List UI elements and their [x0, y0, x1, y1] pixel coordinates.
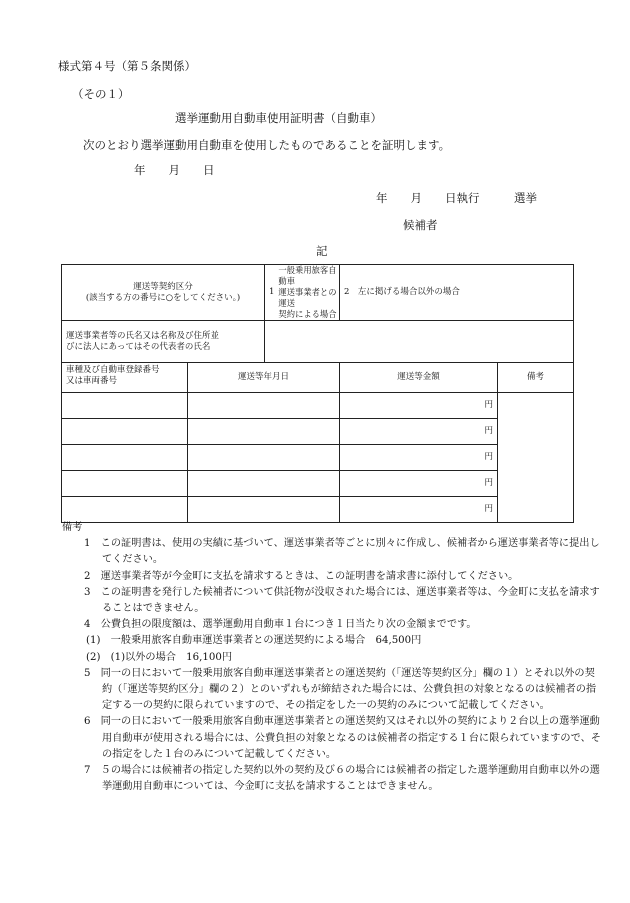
amount-cell[interactable]: 円 — [340, 497, 498, 523]
date-cell[interactable] — [188, 419, 340, 445]
col-header-date: 運送等年月日 — [188, 363, 340, 393]
contract-option-1-number: 1 — [269, 287, 275, 297]
notes-section — [62, 520, 602, 795]
note-item-3: 3 この証明書を発行した候補者について供託物が没収された場合には、運送事業者等は、今金町に支払を請求することはできません。 — [84, 586, 600, 615]
form-part: （その１） — [72, 87, 130, 101]
col-header-vehicle: 車種及び自動車登録番号 又は車両番号 — [62, 363, 188, 393]
note-item-5: 5 同一の日において一般乗用旅客自動車運送事業者との運送契約（「運送等契約区分」欄の１）とそれ以外の契約（「運送等契約区分」欄の２）とのいずれもが締結された場合には、公費負担の対象となるのは候補者の指定する一の契約に限られていますので、その指定をした一の契約のみについて記載してください。 — [84, 667, 597, 712]
contract-type-label: 運送等契約区分 (該当する方の番号に○をしてください。) — [62, 265, 265, 321]
document-title: 選挙運動用自動車使用証明書（自動車） — [175, 111, 382, 125]
table-row — [62, 419, 574, 445]
date-cell[interactable] — [188, 393, 340, 419]
date-cell[interactable] — [188, 497, 340, 523]
vehicle-cell[interactable] — [62, 393, 188, 419]
table-row — [62, 471, 574, 497]
note-item-2: 2 運送事業者等が今金町に支払を請求するときは、この証明書を請求書に添付してください。 — [84, 570, 519, 582]
remarks-cell[interactable] — [498, 393, 574, 523]
note-item-1: 1 この証明書は、使用の実績に基づいて、運送事業者等ごとに別々に作成し、候補者から運送事業者等に提出してください。 — [84, 538, 600, 566]
note-item-4: 4 公費負担の限度額は、選挙運動用自動車１台につき１日当たり次の金額までです。 — [84, 619, 477, 631]
col-header-amount: 運送等金額 — [340, 363, 498, 393]
candidate-label: 候補者 — [403, 218, 438, 232]
amount-cell[interactable]: 円 — [340, 419, 498, 445]
table-row — [62, 445, 574, 471]
contract-option-1-text: 一般乗用旅客自動車 運送事業者との運送 契約による場合 — [278, 265, 337, 319]
contract-option-2[interactable]: 2 左に掲げる場合以外の場合 — [340, 265, 574, 321]
ki-marker: 記 — [316, 244, 328, 258]
note-sub-2: (2) (1)以外の場合 16,100円 — [86, 651, 233, 663]
amount-cell[interactable]: 円 — [340, 445, 498, 471]
contract-option-1[interactable] — [265, 265, 340, 321]
vehicle-cell[interactable] — [62, 419, 188, 445]
amount-cell[interactable]: 円 — [340, 471, 498, 497]
issue-date-line: 年 月 日 — [134, 163, 215, 177]
col-header-remarks: 備考 — [498, 363, 574, 393]
table-row — [62, 497, 574, 523]
operator-name-field[interactable] — [265, 321, 574, 363]
amount-cell[interactable]: 円 — [340, 393, 498, 419]
vehicle-cell[interactable] — [62, 471, 188, 497]
election-date-line: 年 月 日執行 選挙 — [376, 191, 537, 205]
date-cell[interactable] — [188, 445, 340, 471]
form-number: 様式第４号（第５条関係） — [58, 59, 196, 73]
certificate-table — [61, 264, 574, 523]
notes-heading: 備考 — [62, 522, 83, 533]
date-cell[interactable] — [188, 471, 340, 497]
note-sub-1: (1) 一般乗用旅客自動車運送事業者との運送契約による場合 64,500円 — [86, 635, 422, 647]
note-item-7: 7 ５の場合には候補者の指定した契約以外の契約及び６の場合には候補者の指定した選挙運動用自動車以外の選挙運動用自動車については、今金町に支払を請求することはできません。 — [84, 765, 600, 793]
note-item-6: 6 同一の日において一般乗用旅客自動車運送事業者との運送契約又はそれ以外の契約により２台以上の選挙運動用自動車が使用される場合には、公費負担の対象となるのは候補者の指定する１台に限られていますので、その指定をした１台のみについて記載してください。 — [84, 716, 601, 760]
table-row — [62, 393, 574, 419]
operator-name-label: 運送事業者等の氏名又は名称及び住所並 びに法人にあってはその代表者の氏名 — [62, 321, 265, 363]
vehicle-cell[interactable] — [62, 445, 188, 471]
certification-statement: 次のとおり選挙運動用自動車を使用したものであることを証明します。 — [83, 138, 451, 152]
vehicle-cell[interactable] — [62, 497, 188, 523]
